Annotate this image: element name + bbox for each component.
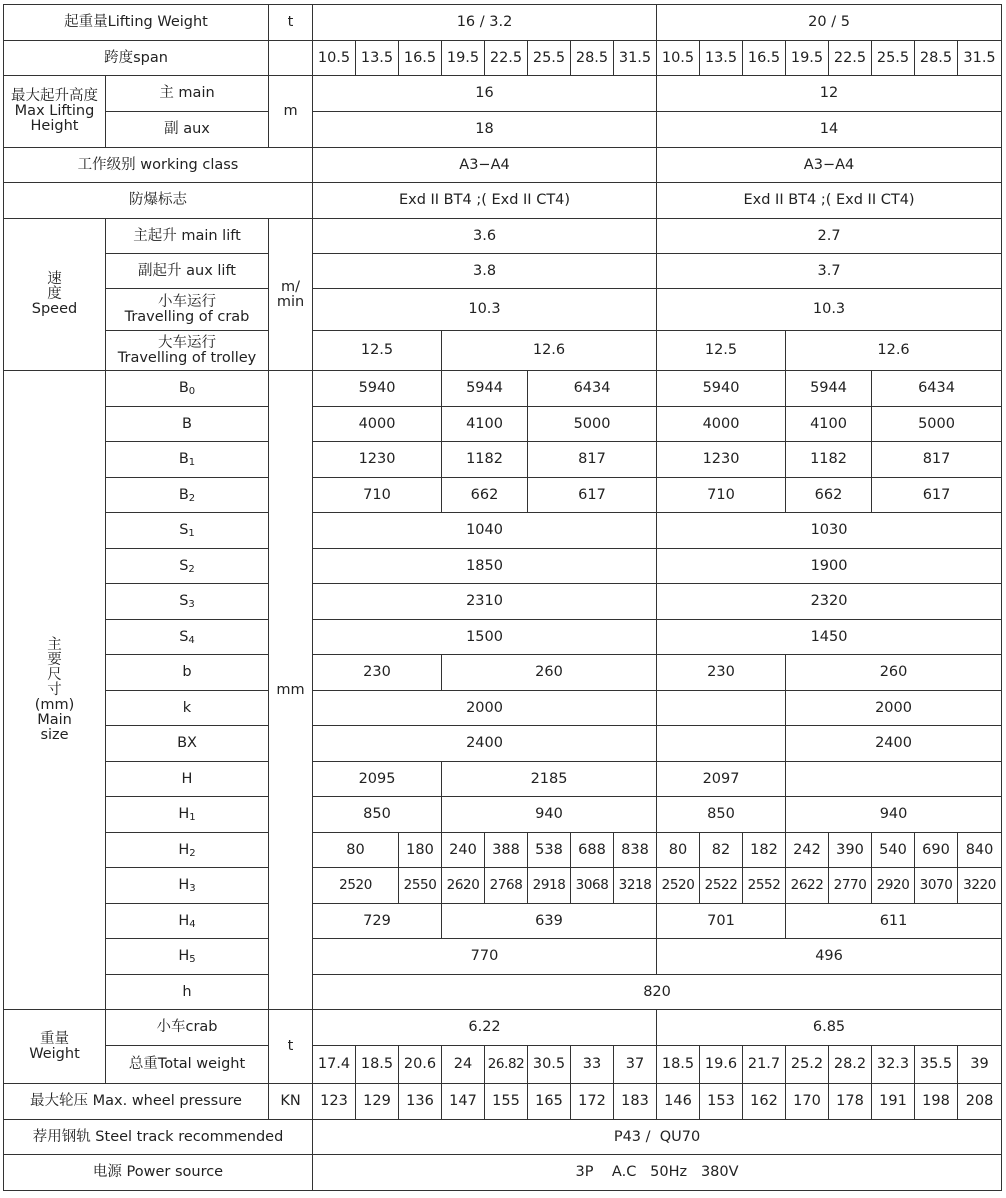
size-s2-value: 1850 (313, 549, 657, 584)
size-h4-value: 701 (657, 904, 786, 939)
main-size-line: (mm) (34, 696, 75, 713)
working-class-label: 工作级别 working class (4, 148, 313, 183)
speed-trolley-value: 12.6 (442, 331, 657, 371)
weight-total-value: 35.5 (915, 1046, 958, 1084)
size-bx-value: 2400 (786, 726, 1002, 762)
size-b-label: B (106, 407, 269, 442)
size-k-value: 2000 (786, 691, 1002, 726)
size-h2-symbol: H (178, 841, 190, 858)
size-h3-value: 2520 (313, 868, 399, 904)
size-h1-subscript: 1 (189, 812, 196, 823)
size-h1-label (106, 797, 269, 833)
explosion-mark-value: Exd II BT4 ;( Exd II CT4) (313, 183, 657, 219)
speed-unit (269, 219, 313, 371)
weight-total-value: 25.2 (786, 1046, 829, 1084)
row-size-b (4, 407, 1002, 442)
span-value: 28.5 (915, 41, 958, 76)
wheel-pressure-value: 208 (958, 1084, 1002, 1120)
weight-total-value: 37 (614, 1046, 657, 1084)
weight-total-value: 19.6 (700, 1046, 743, 1084)
span-unit (269, 41, 313, 76)
weight-total-value: 30.5 (528, 1046, 571, 1084)
span-value: 25.5 (528, 41, 571, 76)
wheel-pressure-value: 146 (657, 1084, 700, 1120)
weight-total-value: 21.7 (743, 1046, 786, 1084)
speed-aux-lift-value: 3.8 (313, 254, 657, 289)
size-s3-label (106, 584, 269, 620)
lifting-weight-unit: t (269, 5, 313, 41)
size-b-small-value: 260 (442, 655, 657, 691)
power-source-label: 电源 Power source (4, 1155, 313, 1191)
size-h2-subscript: 2 (189, 847, 196, 859)
size-b0-value: 5940 (313, 371, 442, 407)
size-h2-value: 688 (571, 833, 614, 868)
size-h3-value: 3218 (614, 868, 657, 904)
size-h3-value: 2770 (829, 868, 872, 904)
size-h2-value: 180 (399, 833, 442, 868)
speed-trolley-label (106, 331, 269, 371)
speed-aux-lift-value: 3.7 (657, 254, 1002, 289)
wheel-pressure-value: 178 (829, 1084, 872, 1120)
size-k-label: k (106, 691, 269, 726)
size-s4-symbol: S (179, 628, 189, 645)
size-h3-value: 2920 (872, 868, 915, 904)
size-b-value: 4000 (313, 407, 442, 442)
size-h3-symbol: H (178, 877, 190, 893)
steel-track-value: P43 / QU70 (313, 1120, 1002, 1155)
size-h2-value: 388 (485, 833, 528, 868)
size-b0-value: 5944 (442, 371, 528, 407)
size-b0-label (106, 371, 269, 407)
span-value: 13.5 (700, 41, 743, 76)
size-h3-value: 2552 (743, 868, 786, 904)
wheel-pressure-value: 147 (442, 1084, 485, 1120)
main-size-line: Main (37, 711, 72, 728)
working-class-value: A3−A4 (657, 148, 1002, 183)
span-value: 22.5 (829, 41, 872, 76)
row-size-h4 (4, 904, 1002, 939)
size-h3-value: 2918 (528, 868, 571, 904)
size-h4-label (106, 904, 269, 939)
speed-crab-label-zh: 小车运行 (158, 293, 216, 310)
size-h3-label (106, 868, 269, 904)
max-lift-main-value: 16 (313, 76, 657, 112)
size-h1-value: 940 (786, 797, 1002, 833)
size-bx-value: 2400 (313, 726, 657, 762)
row-size-b1 (4, 442, 1002, 478)
size-h2-value: 82 (700, 833, 743, 868)
speed-crab-label (106, 289, 269, 331)
size-h5-value: 770 (313, 939, 657, 975)
wheel-pressure-value: 136 (399, 1084, 442, 1120)
size-h1-value: 850 (313, 797, 442, 833)
size-b2-label (106, 478, 269, 513)
size-h2-value: 182 (743, 833, 786, 868)
speed-label-zh2: 度 (47, 286, 62, 302)
size-h2-value: 390 (829, 833, 872, 868)
speed-trolley-value: 12.5 (313, 331, 442, 371)
size-h4-subscript: 4 (189, 918, 196, 930)
size-h5-label (106, 939, 269, 975)
crane-spec-table (3, 4, 1002, 1191)
main-size-line: 要 (47, 651, 62, 668)
wheel-pressure-value: 162 (743, 1084, 786, 1120)
span-value: 31.5 (614, 41, 657, 76)
wheel-pressure-value: 165 (528, 1084, 571, 1120)
size-h2-value: 538 (528, 833, 571, 868)
size-h3-value: 2550 (399, 868, 442, 904)
size-s4-value: 1500 (313, 620, 657, 655)
size-h4-value: 611 (786, 904, 1002, 939)
row-size-h2 (4, 833, 1002, 868)
row-wheel-pressure (4, 1084, 1002, 1120)
row-speed-aux-lift (4, 254, 1002, 289)
size-h3-value: 2620 (442, 868, 485, 904)
explosion-mark-label: 防爆标志 (4, 183, 313, 219)
size-h4-symbol: H (178, 912, 190, 929)
size-b1-value: 1230 (313, 442, 442, 478)
size-h5-value: 496 (657, 939, 1002, 975)
weight-total-value: 26.82 (485, 1046, 528, 1084)
wheel-pressure-value: 172 (571, 1084, 614, 1120)
speed-aux-lift-label: 副起升 aux lift (106, 254, 269, 289)
span-value: 16.5 (743, 41, 786, 76)
size-b0-subscript: 0 (188, 386, 196, 397)
size-h1-symbol: H (178, 806, 190, 822)
weight-unit: t (269, 1010, 313, 1084)
wheel-pressure-value: 123 (313, 1084, 356, 1120)
wheel-pressure-value: 153 (700, 1084, 743, 1120)
main-size-line: 主 (47, 636, 62, 653)
size-bx-label: BX (106, 726, 269, 762)
row-size-s1 (4, 513, 1002, 549)
size-b2-symbol: B (178, 486, 189, 503)
size-s4-value: 1450 (657, 620, 1002, 655)
size-h2-value: 242 (786, 833, 829, 868)
wheel-pressure-value: 183 (614, 1084, 657, 1120)
size-h2-value: 690 (915, 833, 958, 868)
size-h1-value: 940 (442, 797, 657, 833)
speed-crab-label-en: Travelling of crab (124, 308, 250, 325)
size-h-value: 2185 (442, 762, 657, 797)
row-power-source (4, 1155, 1002, 1191)
size-b-value: 5000 (528, 407, 657, 442)
span-value: 10.5 (313, 41, 356, 76)
size-bx-empty (657, 726, 786, 762)
wheel-pressure-value: 198 (915, 1084, 958, 1120)
span-value: 25.5 (872, 41, 915, 76)
span-value: 19.5 (786, 41, 829, 76)
size-b2-subscript: 2 (188, 492, 196, 504)
max-lift-aux-label: 副 aux (106, 112, 269, 148)
size-b-value: 4100 (786, 407, 872, 442)
row-size-b0 (4, 371, 1002, 407)
speed-trolley-label-zh: 大车运行 (158, 334, 216, 351)
size-h5-symbol: H (178, 948, 190, 964)
size-h-value: 2095 (313, 762, 442, 797)
size-h-label: H (106, 762, 269, 797)
size-h3-value: 2768 (485, 868, 528, 904)
main-size-unit: mm (269, 371, 313, 1010)
size-b1-value: 1182 (786, 442, 872, 478)
size-s4-subscript: 4 (188, 634, 195, 646)
speed-label-zh1: 速 (47, 271, 62, 287)
size-s3-symbol: S (179, 593, 189, 609)
size-h3-value: 3068 (571, 868, 614, 904)
main-size-line: 尺 (47, 666, 62, 683)
size-b-small-value: 230 (313, 655, 442, 691)
size-b-value: 4100 (442, 407, 528, 442)
size-b1-symbol: B (178, 451, 189, 467)
size-b0-value: 5940 (657, 371, 786, 407)
size-h-small-value: 820 (313, 975, 1002, 1010)
weight-label-zh: 重量 (40, 1030, 69, 1047)
weight-total-value: 18.5 (356, 1046, 399, 1084)
size-b2-value: 710 (657, 478, 786, 513)
size-h-empty (786, 762, 1002, 797)
size-h-small-label: h (106, 975, 269, 1010)
row-weight-total (4, 1046, 1002, 1084)
row-size-h-small (4, 975, 1002, 1010)
span-value: 22.5 (485, 41, 528, 76)
speed-trolley-label-en: Travelling of trolley (117, 349, 257, 366)
row-size-s4 (4, 620, 1002, 655)
span-value: 19.5 (442, 41, 485, 76)
row-size-bx (4, 726, 1002, 762)
size-s1-label (106, 513, 269, 549)
weight-crab-value: 6.85 (657, 1010, 1002, 1046)
span-value: 16.5 (399, 41, 442, 76)
weight-total-value: 28.2 (829, 1046, 872, 1084)
size-b0-value: 5944 (786, 371, 872, 407)
size-s2-value: 1900 (657, 549, 1002, 584)
row-size-b2 (4, 478, 1002, 513)
size-s3-value: 2320 (657, 584, 1002, 620)
row-max-lift-main (4, 76, 1002, 112)
row-speed-trolley (4, 331, 1002, 371)
main-size-line: 寸 (47, 681, 62, 698)
size-s2-symbol: S (179, 557, 189, 574)
size-s1-symbol: S (179, 522, 189, 538)
row-explosion-mark (4, 183, 1002, 219)
size-b2-value: 617 (872, 478, 1002, 513)
wheel-pressure-value: 129 (356, 1084, 399, 1120)
row-size-s2 (4, 549, 1002, 584)
speed-unit-line1: m/ (281, 278, 301, 295)
lifting-weight-value: 16 / 3.2 (313, 5, 657, 41)
row-lifting-weight (4, 5, 1002, 41)
speed-crab-value: 10.3 (313, 289, 657, 331)
size-b1-value: 1230 (657, 442, 786, 478)
span-value: 13.5 (356, 41, 399, 76)
size-b-small-label: b (106, 655, 269, 691)
row-steel-track (4, 1120, 1002, 1155)
row-working-class (4, 148, 1002, 183)
row-size-k (4, 691, 1002, 726)
weight-total-value: 18.5 (657, 1046, 700, 1084)
size-b1-value: 1182 (442, 442, 528, 478)
speed-unit-line2: min (276, 293, 305, 310)
size-b1-value: 817 (528, 442, 657, 478)
explosion-mark-value: Exd II BT4 ;( Exd II CT4) (657, 183, 1002, 219)
max-lift-main-value: 12 (657, 76, 1002, 112)
steel-track-label: 荐用钢轨 Steel track recommended (4, 1120, 313, 1155)
size-b0-value: 6434 (872, 371, 1002, 407)
row-size-h5 (4, 939, 1002, 975)
size-h2-value: 80 (313, 833, 399, 868)
size-h2-value: 80 (657, 833, 700, 868)
size-h3-value: 2520 (657, 868, 700, 904)
size-h3-subscript: 3 (189, 883, 196, 894)
speed-main-lift-value: 2.7 (657, 219, 1002, 254)
weight-total-value: 17.4 (313, 1046, 356, 1084)
size-s4-label (106, 620, 269, 655)
size-b2-value: 662 (442, 478, 528, 513)
size-h-value: 2097 (657, 762, 786, 797)
max-lift-aux-value: 14 (657, 112, 1002, 148)
lifting-weight-label: 起重量Lifting Weight (4, 5, 269, 41)
size-h5-subscript: 5 (189, 954, 196, 965)
speed-main-lift-label: 主起升 main lift (106, 219, 269, 254)
weight-group-label (4, 1010, 106, 1084)
weight-total-value: 32.3 (872, 1046, 915, 1084)
weight-crab-value: 6.22 (313, 1010, 657, 1046)
size-h3-value: 3070 (915, 868, 958, 904)
size-s1-subscript: 1 (188, 528, 195, 539)
size-h2-value: 838 (614, 833, 657, 868)
row-size-h (4, 762, 1002, 797)
size-b2-value: 710 (313, 478, 442, 513)
speed-main-lift-value: 3.6 (313, 219, 657, 254)
speed-group-label (4, 219, 106, 371)
size-s1-value: 1030 (657, 513, 1002, 549)
speed-trolley-value: 12.6 (786, 331, 1002, 371)
max-lift-unit: m (269, 76, 313, 148)
weight-total-value: 39 (958, 1046, 1002, 1084)
speed-label-en: Speed (31, 301, 78, 317)
row-speed-main-lift (4, 219, 1002, 254)
weight-crab-label: 小车crab (106, 1010, 269, 1046)
size-h3-value: 3220 (958, 868, 1002, 904)
size-b0-value: 6434 (528, 371, 657, 407)
weight-total-value: 24 (442, 1046, 485, 1084)
span-value: 31.5 (958, 41, 1002, 76)
size-k-empty (657, 691, 786, 726)
size-s2-subscript: 2 (188, 563, 195, 575)
row-weight-crab (4, 1010, 1002, 1046)
row-span (4, 41, 1002, 76)
wheel-pressure-value: 155 (485, 1084, 528, 1120)
row-speed-crab (4, 289, 1002, 331)
wheel-pressure-label: 最大轮压 Max. wheel pressure (4, 1084, 269, 1120)
size-s3-value: 2310 (313, 584, 657, 620)
size-h4-value: 729 (313, 904, 442, 939)
size-h2-value: 840 (958, 833, 1002, 868)
size-b-value: 5000 (872, 407, 1002, 442)
weight-total-value: 20.6 (399, 1046, 442, 1084)
size-h2-value: 240 (442, 833, 485, 868)
span-value: 10.5 (657, 41, 700, 76)
max-lift-label-en: Max Lifting Height (14, 103, 95, 134)
speed-crab-value: 10.3 (657, 289, 1002, 331)
size-b1-value: 817 (872, 442, 1002, 478)
row-size-h1 (4, 797, 1002, 833)
wheel-pressure-value: 191 (872, 1084, 915, 1120)
main-size-line: size (40, 726, 69, 743)
wheel-pressure-unit: KN (269, 1084, 313, 1120)
weight-total-value: 33 (571, 1046, 614, 1084)
size-k-value: 2000 (313, 691, 657, 726)
power-source-value: 3P A.C 50Hz 380V (313, 1155, 1002, 1191)
size-b-small-value: 260 (786, 655, 1002, 691)
size-h1-value: 850 (657, 797, 786, 833)
size-s3-subscript: 3 (188, 599, 195, 610)
size-b-value: 4000 (657, 407, 786, 442)
span-value: 28.5 (571, 41, 614, 76)
weight-total-label: 总重Total weight (106, 1046, 269, 1084)
speed-trolley-value: 12.5 (657, 331, 786, 371)
max-lift-label-zh: 最大起升高度 (11, 88, 98, 104)
size-b2-value: 617 (528, 478, 657, 513)
size-b1-subscript: 1 (188, 457, 196, 468)
spec-table-wrapper (3, 4, 1002, 1191)
wheel-pressure-value: 170 (786, 1084, 829, 1120)
main-size-group-label (4, 371, 106, 1010)
row-size-h3 (4, 868, 1002, 904)
size-s2-label (106, 549, 269, 584)
size-b-small-value: 230 (657, 655, 786, 691)
lifting-weight-value: 20 / 5 (657, 5, 1002, 41)
size-h2-value: 540 (872, 833, 915, 868)
span-label: 跨度span (4, 41, 269, 76)
size-h3-value: 2622 (786, 868, 829, 904)
size-h2-label (106, 833, 269, 868)
size-b2-value: 662 (786, 478, 872, 513)
size-h4-value: 639 (442, 904, 657, 939)
size-b0-symbol: B (178, 380, 189, 396)
max-lift-main-label: 主 main (106, 76, 269, 112)
row-max-lift-aux (4, 112, 1002, 148)
size-b1-label (106, 442, 269, 478)
weight-label-en: Weight (29, 1045, 80, 1062)
max-lift-aux-value: 18 (313, 112, 657, 148)
max-lift-group-label (4, 76, 106, 148)
working-class-value: A3−A4 (313, 148, 657, 183)
row-size-b-small (4, 655, 1002, 691)
size-h3-value: 2522 (700, 868, 743, 904)
row-size-s3 (4, 584, 1002, 620)
size-s1-value: 1040 (313, 513, 657, 549)
